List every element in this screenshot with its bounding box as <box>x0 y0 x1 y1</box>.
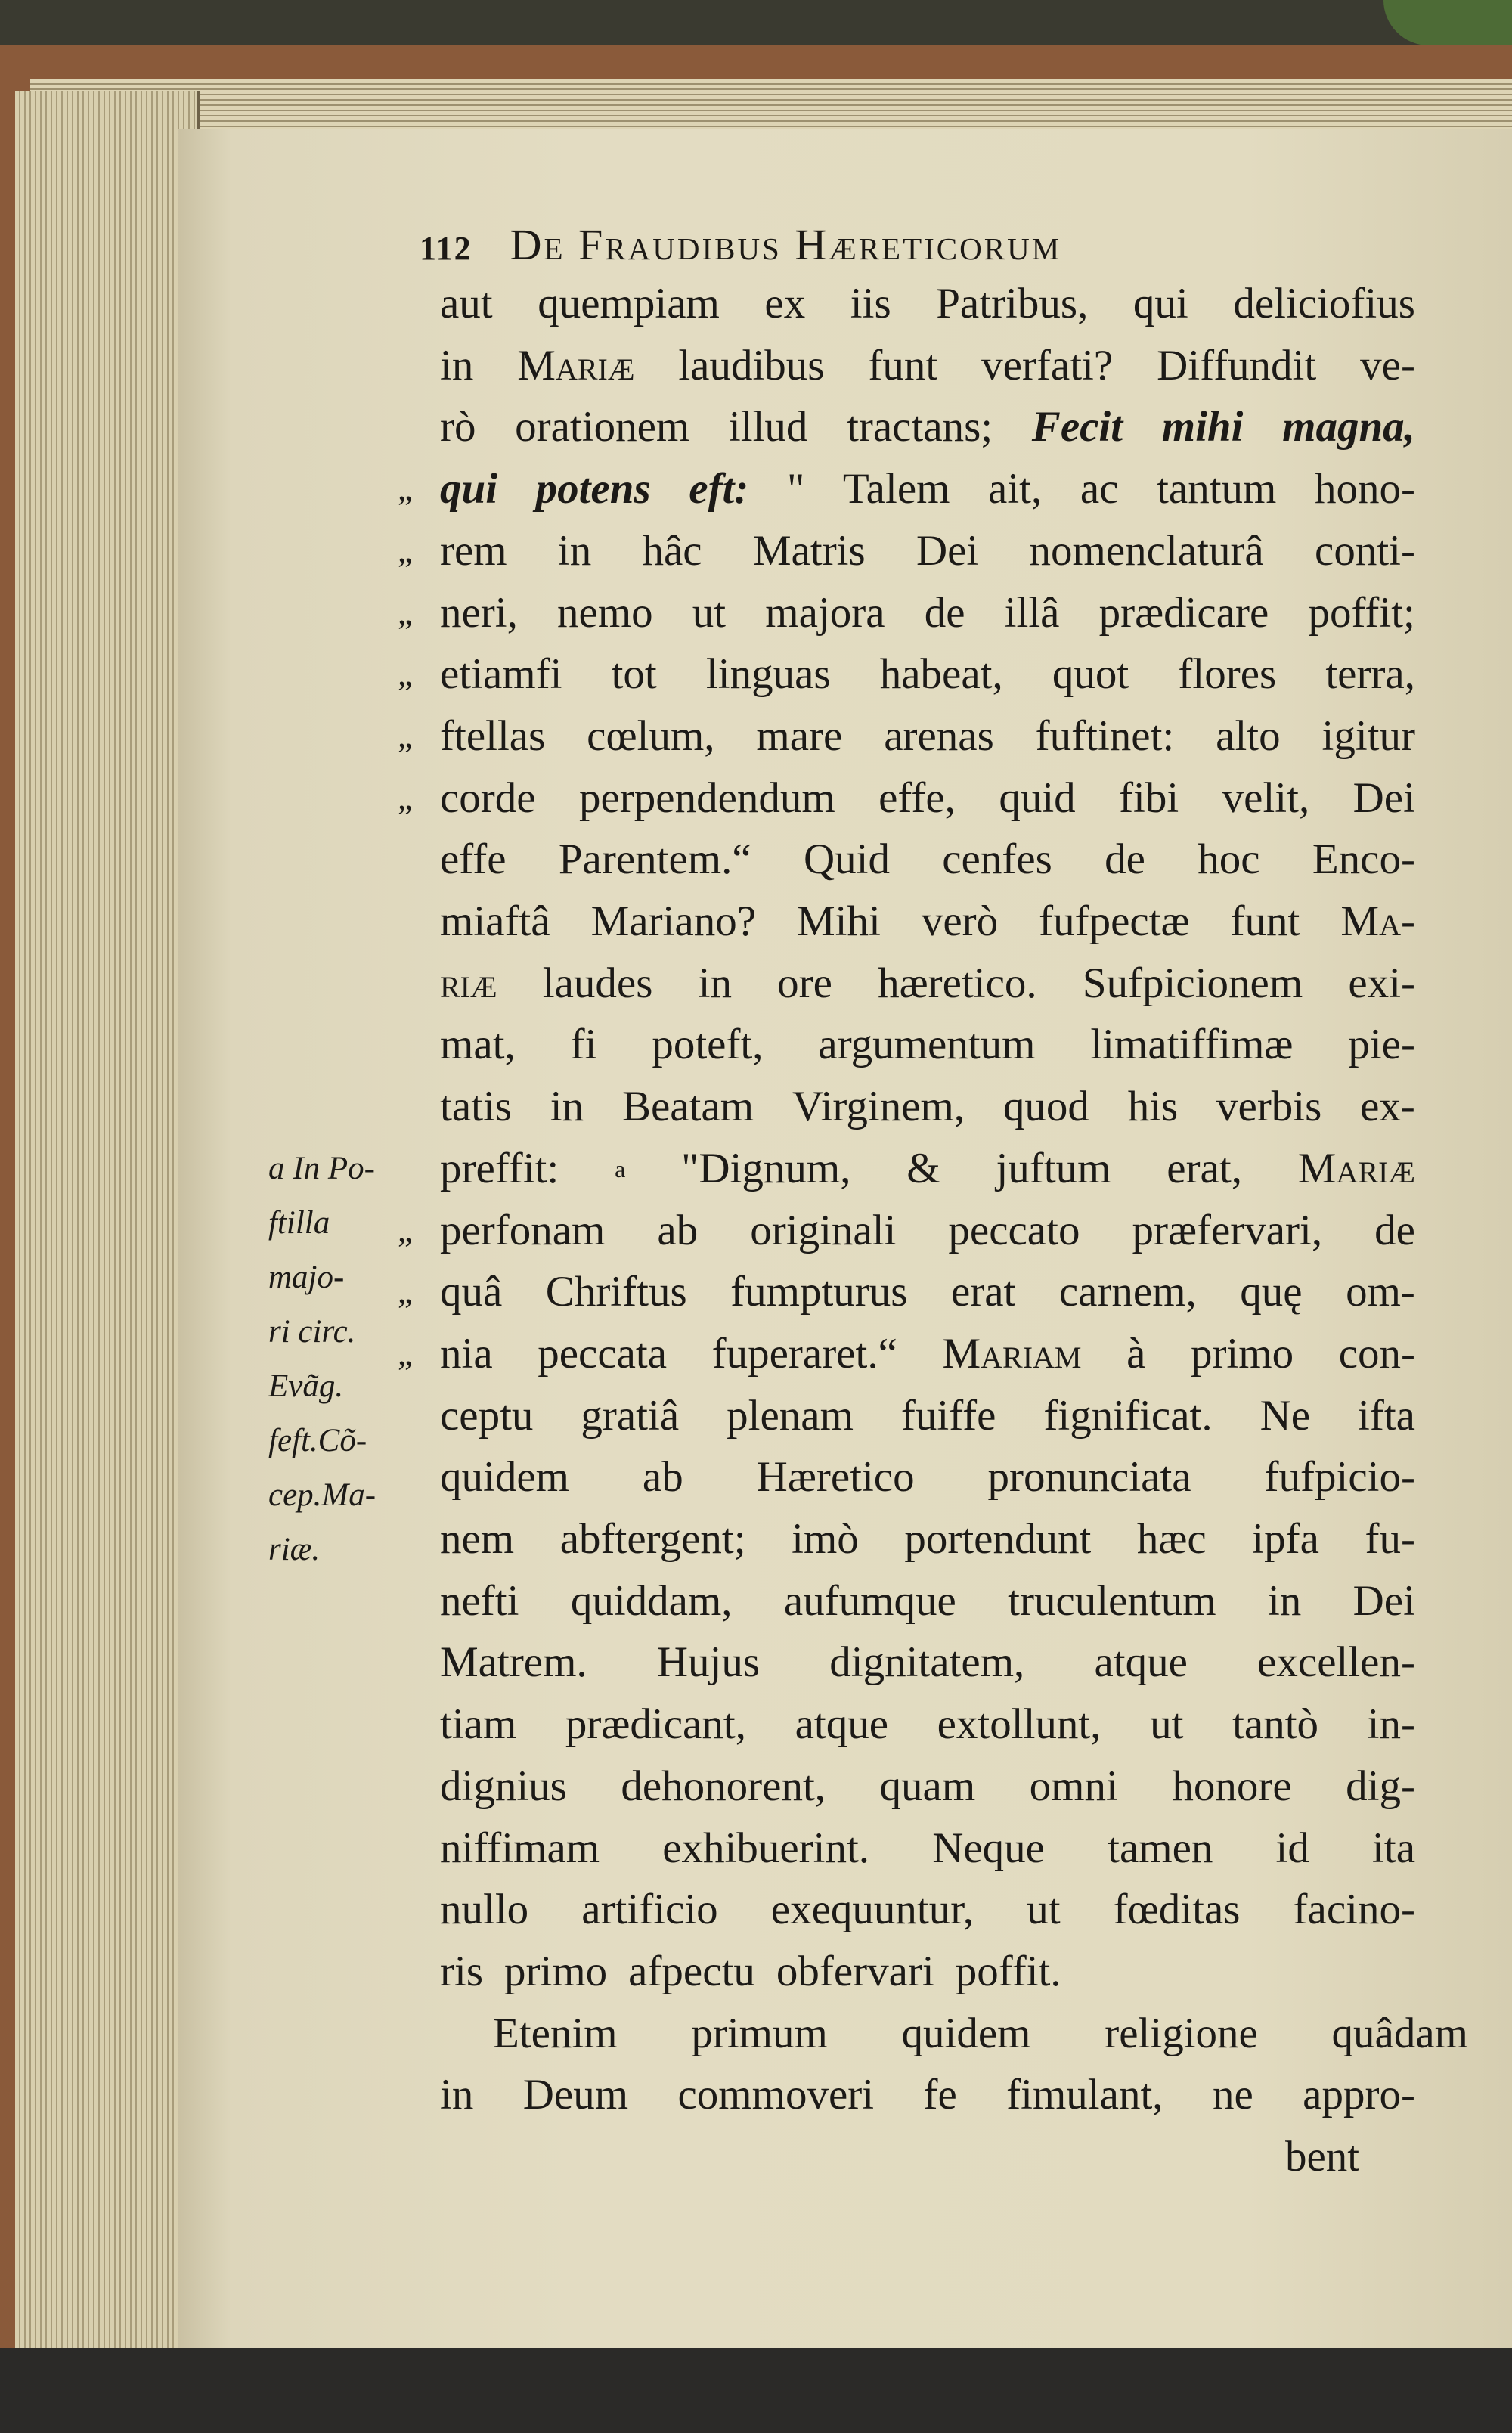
word: mat, <box>440 1021 516 1069</box>
margin-note-line: majo- <box>268 1259 345 1295</box>
text-line <box>493 2004 1468 2064</box>
page-number: 112 <box>420 230 472 267</box>
word: linguas <box>705 650 831 699</box>
word: illud <box>728 403 808 451</box>
word: Mariæ <box>1297 1144 1415 1192</box>
word: cenfes <box>942 835 1052 884</box>
word: atque <box>1094 1638 1188 1687</box>
word: quiddam, <box>570 1576 733 1625</box>
word: fuperaret.“ <box>711 1329 897 1378</box>
word: Enco- <box>1312 835 1415 884</box>
word: quod <box>1002 1083 1089 1131</box>
word: primo <box>504 1947 608 1995</box>
text-line <box>440 336 1415 396</box>
quote-mark: „ <box>398 656 413 693</box>
word: fuiffe <box>900 1391 996 1440</box>
word: commoveri <box>677 2071 875 2119</box>
word: afpectu <box>628 1947 755 1995</box>
word: juftum <box>996 1144 1111 1192</box>
word: tatis <box>440 1083 512 1131</box>
word: velit, <box>1222 773 1310 822</box>
text-line <box>440 644 1415 705</box>
word: etiamfi <box>440 650 562 699</box>
word: preffit: <box>440 1144 559 1192</box>
text-line <box>440 768 1415 829</box>
word: fu- <box>1365 1515 1415 1563</box>
word: terra, <box>1325 650 1415 699</box>
word: fe <box>923 2071 957 2119</box>
word: hæretico. <box>878 959 1037 1007</box>
word: Matris <box>752 526 866 575</box>
word: de <box>1374 1206 1415 1254</box>
word: tantum <box>1157 465 1277 513</box>
quote-mark: „ <box>398 1334 413 1372</box>
word: quidem <box>440 1453 569 1502</box>
word: funt <box>1230 897 1300 945</box>
word: facino- <box>1293 1886 1415 1934</box>
word: ab <box>657 1206 699 1254</box>
word: Neque <box>932 1824 1045 1872</box>
word: pie- <box>1348 1021 1415 1069</box>
word: verfati? <box>981 341 1114 389</box>
word: laudes <box>542 959 653 1007</box>
word: à <box>1126 1329 1146 1378</box>
word: rò <box>440 403 476 451</box>
word: tiam <box>440 1700 517 1749</box>
word: exi- <box>1348 959 1415 1007</box>
word: conti- <box>1315 526 1415 575</box>
word: artificio <box>581 1886 718 1934</box>
word: nefti <box>440 1576 519 1625</box>
word: his <box>1127 1083 1179 1131</box>
text-line <box>440 891 1415 952</box>
word: illâ <box>1004 588 1060 637</box>
word: om- <box>1346 1268 1415 1316</box>
word: perpendendum <box>579 773 835 822</box>
word: Chriftus <box>545 1268 687 1316</box>
word: abftergent; <box>559 1515 746 1563</box>
word: quâ <box>440 1268 503 1316</box>
word: arenas <box>884 711 994 760</box>
word: pronunciata <box>987 1453 1191 1502</box>
word: atque <box>795 1700 888 1749</box>
word: Beatam <box>621 1083 754 1131</box>
word: originali <box>750 1206 897 1254</box>
word: tot <box>611 650 657 699</box>
word: honore <box>1172 1762 1292 1810</box>
word: ut <box>1150 1700 1184 1749</box>
word: Sufpicionem <box>1082 959 1303 1007</box>
text-line <box>440 1139 1415 1199</box>
word: extollunt, <box>937 1700 1101 1749</box>
word: in <box>1267 1576 1302 1625</box>
word: hono- <box>1314 465 1415 513</box>
word: quidem <box>901 2009 1031 2057</box>
word: ait, <box>988 465 1043 513</box>
word: in <box>557 526 592 575</box>
quote-mark: „ <box>398 1211 413 1249</box>
text-line <box>440 1694 1415 1755</box>
word: Hujus <box>656 1638 761 1687</box>
text-line <box>440 1386 1415 1446</box>
word: fi <box>570 1021 597 1069</box>
word: Fecit <box>1031 403 1123 451</box>
word: religione <box>1105 2009 1258 2057</box>
word: flores <box>1178 650 1277 699</box>
word: fibi <box>1119 773 1179 822</box>
word: Mihi <box>797 897 881 945</box>
word: hoc <box>1198 835 1260 884</box>
word: rem <box>440 526 507 575</box>
word: ita <box>1372 1824 1415 1872</box>
text-line <box>440 521 1415 581</box>
word: erat, <box>1167 1144 1242 1192</box>
word: dignius <box>440 1762 567 1810</box>
text-line <box>440 1571 1415 1632</box>
word: Dei <box>916 526 979 575</box>
word: poffit. <box>955 1947 1061 1995</box>
word: truculentum <box>1008 1576 1216 1625</box>
text-line <box>440 1447 1415 1508</box>
word: Mariam <box>942 1329 1082 1378</box>
word: fuftinet: <box>1035 711 1175 760</box>
word: Diffundit <box>1157 341 1317 389</box>
word: Patribus, <box>936 280 1089 327</box>
word: ut <box>692 588 727 637</box>
word: exequuntur, <box>770 1886 974 1934</box>
word: verò <box>921 897 999 945</box>
word: Dei <box>1352 773 1415 822</box>
word: orationem <box>515 403 690 451</box>
word: gratiâ <box>581 1391 680 1440</box>
word: Etenim <box>493 2009 618 2057</box>
text-line <box>440 1201 1415 1261</box>
word: ab <box>642 1453 683 1502</box>
word: perfonam <box>440 1206 606 1254</box>
word: qui <box>440 465 498 513</box>
word: funt <box>868 341 938 389</box>
word: omni <box>1029 1762 1118 1810</box>
word: niffimam <box>440 1824 600 1872</box>
word: ac <box>1080 465 1119 513</box>
text-line <box>440 397 1415 457</box>
word: præfervari, <box>1132 1206 1323 1254</box>
word: peccato <box>948 1206 1080 1254</box>
word: nullo <box>440 1886 529 1934</box>
text-line <box>440 953 1415 1014</box>
word: imò <box>792 1515 859 1563</box>
word: Mariæ <box>517 341 635 389</box>
word: effe, <box>878 773 956 822</box>
word: Virginem, <box>792 1083 965 1131</box>
word: corde <box>440 773 536 822</box>
word: dehonorent, <box>621 1762 826 1810</box>
word: excellen- <box>1257 1638 1415 1687</box>
word: aut <box>440 280 493 327</box>
word: argumentum <box>818 1021 1036 1069</box>
catchword: bent <box>1285 2133 1360 2180</box>
word: ex- <box>1360 1083 1415 1131</box>
text-line <box>440 274 1415 334</box>
word: mihi <box>1161 403 1244 451</box>
text-line <box>440 1077 1415 1137</box>
word: nem <box>440 1515 515 1563</box>
text-line <box>440 1509 1415 1570</box>
word: ifta <box>1358 1391 1415 1440</box>
word: riæ <box>440 959 497 1007</box>
word: a <box>615 1155 626 1182</box>
word: Dei <box>1352 1576 1415 1625</box>
word: & <box>906 1144 940 1192</box>
quote-mark: „ <box>398 470 413 508</box>
word: in <box>550 1083 584 1131</box>
word: ve- <box>1360 341 1415 389</box>
word: dignitatem, <box>829 1638 1025 1687</box>
word: ftellas <box>440 711 546 760</box>
word: Ne <box>1259 1391 1311 1440</box>
word: Ma- <box>1340 897 1415 945</box>
word: primum <box>691 2009 828 2057</box>
word: erat <box>950 1268 1016 1316</box>
margin-note-line: Evãg. <box>268 1368 344 1404</box>
margin-note-line: ftilla <box>268 1204 330 1241</box>
word: potens <box>535 465 651 513</box>
word: Deum <box>522 2071 629 2119</box>
word: " <box>786 465 805 513</box>
margin-note-line: feft.Cõ- <box>268 1422 367 1458</box>
word: limatiffimæ <box>1090 1021 1294 1069</box>
text-line <box>440 1324 1415 1384</box>
word: tamen <box>1108 1824 1213 1872</box>
text-line <box>440 1015 1415 1075</box>
word: exhibuerint. <box>662 1824 870 1872</box>
text-line <box>440 1942 1415 2002</box>
text-line <box>440 459 1415 519</box>
word: igitur <box>1321 711 1415 760</box>
word: in- <box>1367 1700 1415 1749</box>
text-line <box>440 706 1415 767</box>
margin-note-line: a In Po- <box>268 1150 375 1186</box>
margin-note-line: riæ. <box>268 1531 321 1567</box>
word: plenam <box>727 1391 854 1440</box>
background-bottom <box>0 2348 1512 2433</box>
word: nia <box>440 1329 493 1378</box>
running-title: De Fraudibus Hæreticorum <box>510 220 1062 269</box>
word: poffit; <box>1308 588 1415 637</box>
word: quempiam <box>538 280 720 327</box>
word: ore <box>777 959 832 1007</box>
word: obfervari <box>776 1947 934 1995</box>
text-line <box>440 1632 1415 1693</box>
word: carnem, <box>1058 1268 1197 1316</box>
word: majora <box>765 588 885 637</box>
word: in <box>698 959 732 1007</box>
word: tantò <box>1232 1700 1319 1749</box>
word: aufumque <box>783 1576 956 1625</box>
word: ne <box>1212 2071 1253 2119</box>
quote-mark: „ <box>398 594 413 631</box>
word: id <box>1275 1824 1309 1872</box>
word: prædicare <box>1098 588 1269 637</box>
text-line <box>440 1880 1415 1940</box>
word: cœlum, <box>587 711 715 760</box>
word: tractans; <box>847 403 993 451</box>
quote-mark: „ <box>398 779 413 817</box>
text-line <box>440 583 1415 643</box>
quote-mark: „ <box>398 532 413 569</box>
word: fufpicio- <box>1264 1453 1415 1502</box>
text-line <box>440 2065 1415 2125</box>
word: fignificat. <box>1043 1391 1213 1440</box>
word: dig- <box>1346 1762 1415 1810</box>
word: eft: <box>689 465 749 513</box>
word: in <box>440 341 474 389</box>
margin-note-line: cep.Ma- <box>268 1477 376 1513</box>
word: ipfa <box>1252 1515 1319 1563</box>
word: poteft, <box>652 1021 764 1069</box>
word: fœditas <box>1113 1886 1241 1934</box>
word: Hæretico <box>756 1453 915 1502</box>
word: de <box>1105 835 1145 884</box>
word: Parentem.“ <box>558 835 751 884</box>
word: peccata <box>538 1329 668 1378</box>
word: qui <box>1132 280 1188 327</box>
word: laudibus <box>678 341 825 389</box>
text-line <box>440 1262 1415 1322</box>
word: neri, <box>440 588 518 637</box>
word: magna, <box>1282 403 1415 451</box>
word: con- <box>1338 1329 1415 1378</box>
word: primo <box>1190 1329 1294 1378</box>
page-edges-left <box>15 91 200 2351</box>
word: fufpectæ <box>1039 897 1190 945</box>
word: fimulant, <box>1006 2071 1163 2119</box>
word: deliciofius <box>1233 280 1415 327</box>
word: "Dignum, <box>681 1144 851 1192</box>
word: miaftâ <box>440 897 550 945</box>
word: quâdam <box>1331 2009 1468 2057</box>
word: quot <box>1052 650 1129 699</box>
word: mare <box>756 711 843 760</box>
word: alto <box>1216 711 1281 760</box>
text-line <box>440 829 1415 890</box>
word: Mariano? <box>590 897 756 945</box>
word: portendunt <box>904 1515 1092 1563</box>
word: hâc <box>642 526 702 575</box>
word: verbis <box>1216 1083 1322 1131</box>
word: nomenclaturâ <box>1029 526 1264 575</box>
word: ut <box>1027 1886 1061 1934</box>
word: Matrem. <box>440 1638 587 1687</box>
word: iis <box>850 280 891 327</box>
word: de <box>924 588 965 637</box>
word: ris <box>440 1947 483 1995</box>
word: prædicant, <box>565 1700 746 1749</box>
word: quid <box>999 773 1076 822</box>
word: ceptu <box>440 1391 534 1440</box>
word: quam <box>879 1762 976 1810</box>
word: Talem <box>842 465 950 513</box>
text-line <box>440 1756 1415 1817</box>
quote-mark: „ <box>398 717 413 755</box>
word: Quid <box>803 835 890 884</box>
running-head <box>420 219 1281 280</box>
word: nemo <box>557 588 653 637</box>
word: hæc <box>1136 1515 1207 1563</box>
word: habeat, <box>879 650 1003 699</box>
text-line <box>440 1818 1415 1879</box>
word: appro- <box>1303 2071 1415 2119</box>
word: ex <box>764 280 806 327</box>
word: effe <box>440 835 507 884</box>
word: fumpturus <box>730 1268 908 1316</box>
word: in <box>440 2071 474 2119</box>
quote-mark: „ <box>398 1273 413 1311</box>
margin-note-line: ri circ. <box>268 1313 356 1350</box>
word: quę <box>1240 1268 1303 1316</box>
